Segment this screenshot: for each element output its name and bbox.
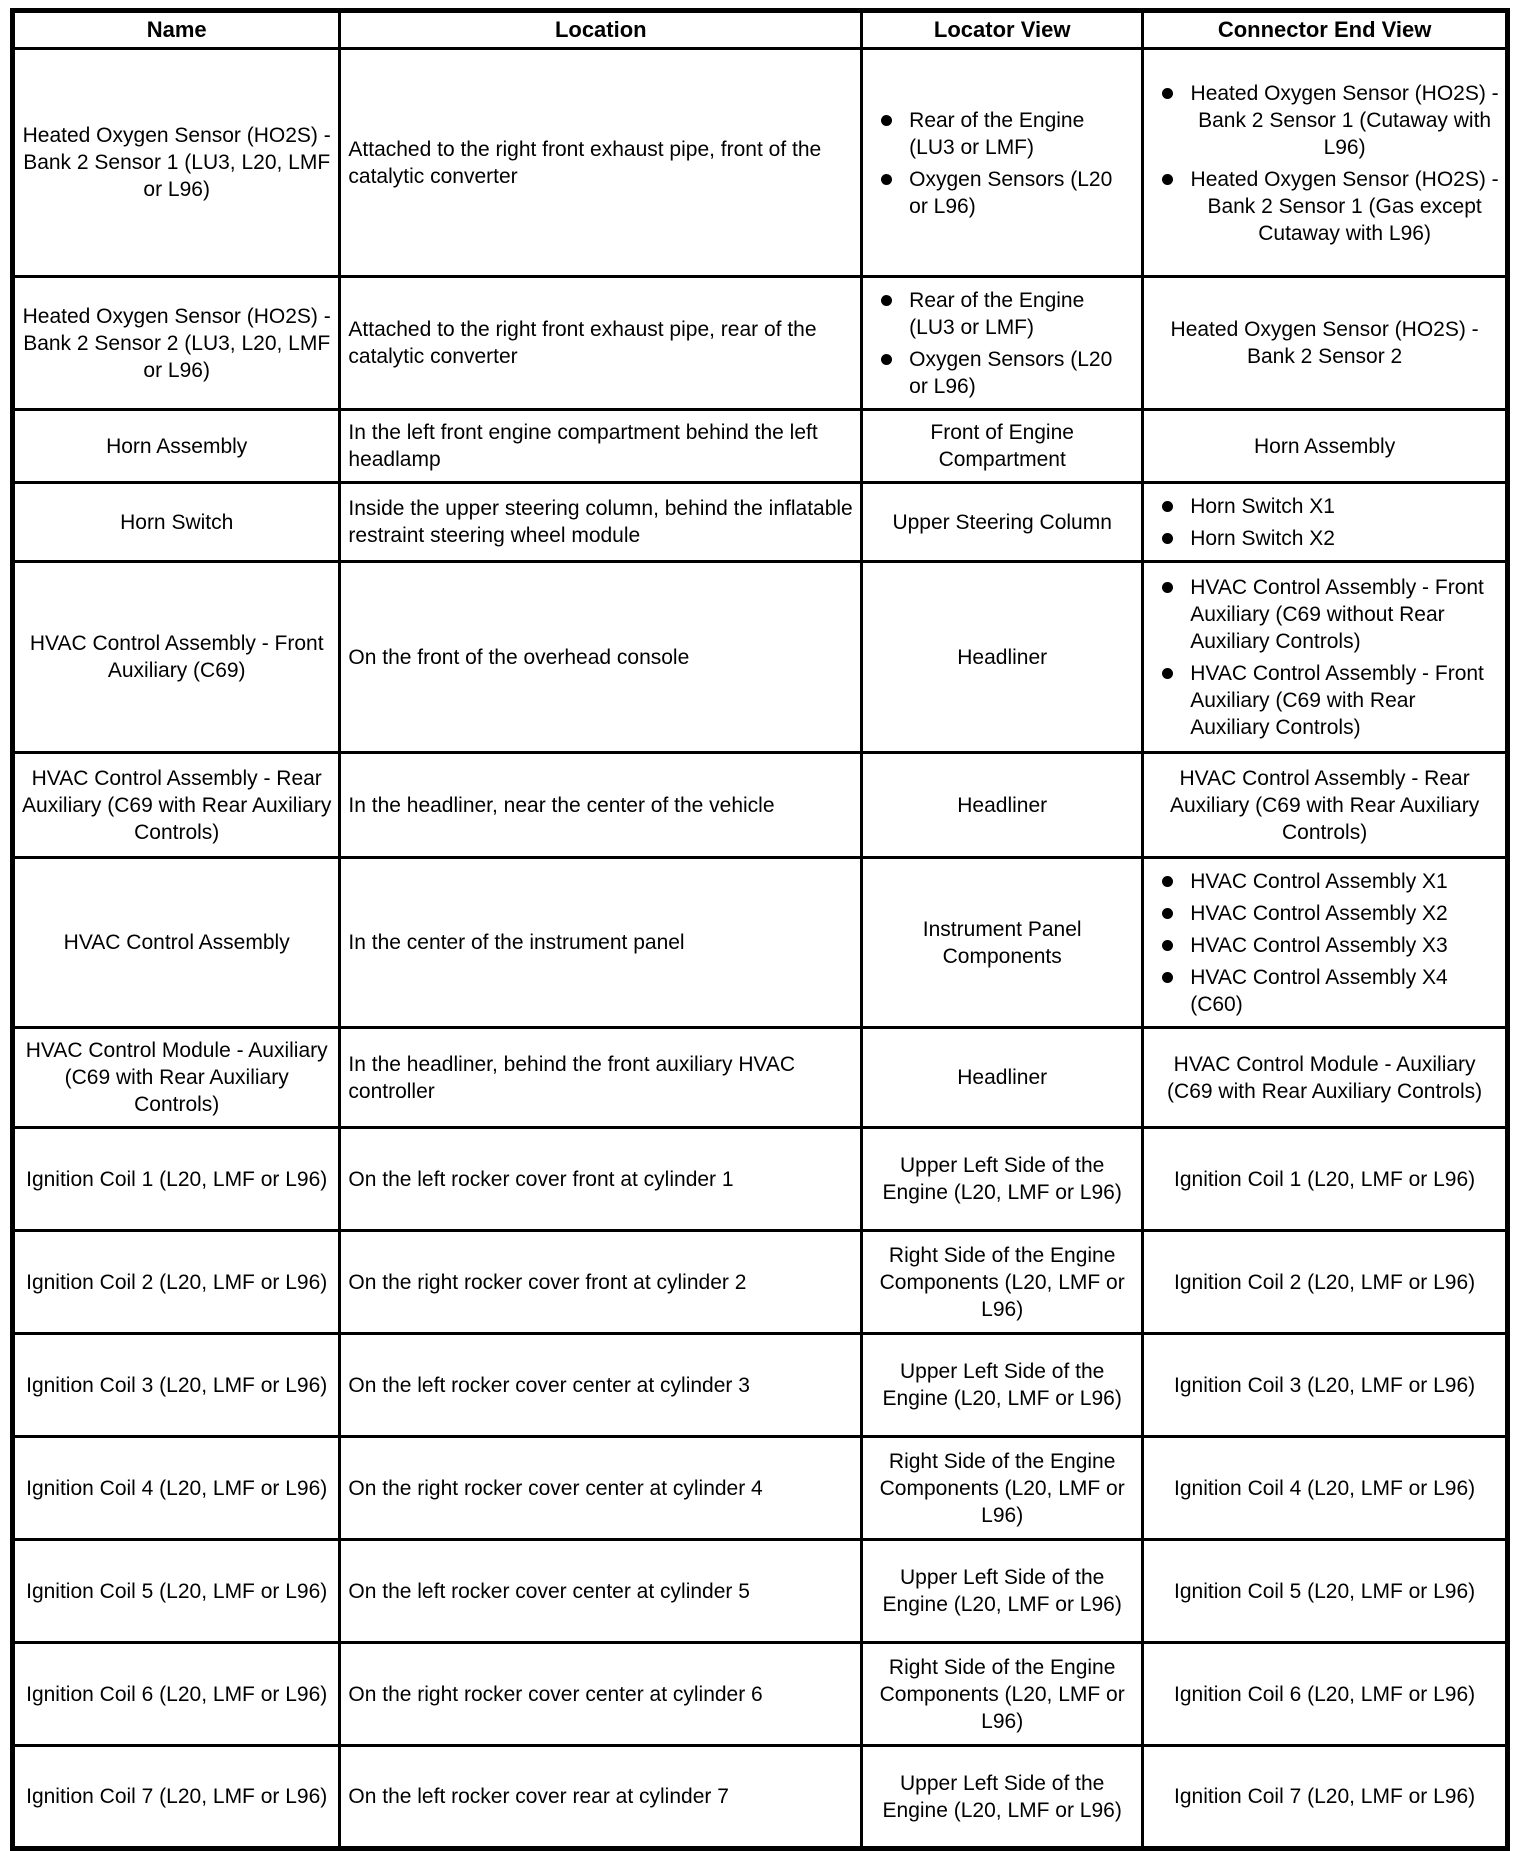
list-item-text: Horn Switch X1 [1190, 495, 1335, 518]
cell-text: Front of Engine Compartment [930, 421, 1074, 471]
bullet-icon [1162, 908, 1173, 919]
cell-text: Ignition Coil 6 (L20, LMF or L96) [1174, 1682, 1476, 1706]
bullet-icon [881, 174, 892, 185]
bullet-icon [1162, 582, 1173, 593]
cell-text: In the headliner, behind the front auxiliary HVAC controller [348, 1052, 796, 1103]
name-cell [13, 1334, 340, 1437]
locator-cell [862, 1231, 1143, 1334]
list-item-text: HVAC Control Assembly - Front Auxiliary (C69 without Rear Auxiliary Controls) [1190, 576, 1484, 653]
list-item-text: Rear of the Engine (LU3 or LMF) [909, 108, 1085, 159]
location-cell [340, 562, 862, 753]
connector-location-table [10, 8, 1510, 1851]
connector-cell [1143, 1128, 1508, 1231]
table-row [13, 1437, 1508, 1540]
locator-cell [862, 1128, 1143, 1231]
location-cell [340, 410, 862, 483]
cell-text: Upper Left Side of the Engine (L20, LMF or L96) [882, 1566, 1122, 1616]
cell-text: On the left rocker cover front at cylinder 1 [348, 1167, 734, 1191]
cell-text: Headliner [957, 1066, 1048, 1089]
table-row [13, 277, 1508, 410]
cell-text: Ignition Coil 3 (L20, LMF or L96) [1174, 1373, 1476, 1397]
name-cell [13, 277, 340, 410]
cell-text: Ignition Coil 2 (L20, LMF or L96) [1174, 1270, 1476, 1294]
column-header-name: Name [13, 11, 340, 49]
list-item [1162, 660, 1499, 741]
name-cell [13, 1437, 340, 1540]
location-cell [340, 1437, 862, 1540]
bullet-icon [1162, 174, 1173, 185]
bullet-icon [1162, 876, 1173, 887]
connector-cell [1143, 410, 1508, 483]
location-cell [340, 1028, 862, 1128]
cell-text: Horn Assembly [1253, 434, 1396, 458]
cell-text: In the headliner, near the center of the vehicle [348, 793, 775, 817]
cell-text: On the left rocker cover center at cylinder 3 [348, 1373, 750, 1397]
table-row [13, 483, 1508, 562]
cell-text: Ignition Coil 2 (L20, LMF or L96) [26, 1270, 328, 1294]
locator-cell [862, 1437, 1143, 1540]
locator-cell [862, 49, 1143, 277]
name-cell [13, 1540, 340, 1643]
connector-cell [1143, 1643, 1508, 1746]
column-header-connector-end-view: Connector End View [1143, 11, 1508, 49]
table-row [13, 1028, 1508, 1128]
cell-text: Headliner [957, 793, 1048, 817]
cell-text: HVAC Control Module - Auxiliary (C69 with Rear Auxiliary Controls) [1167, 1052, 1483, 1103]
cell-text: Heated Oxygen Sensor (HO2S) - Bank 2 Sensor 1 (LU3, L20, LMF or L96) [22, 124, 331, 201]
bullet-icon [1162, 668, 1173, 679]
name-cell [13, 1643, 340, 1746]
connector-cell [1143, 483, 1508, 562]
connector-cell [1143, 1334, 1508, 1437]
list-item-text: HVAC Control Assembly X2 [1190, 902, 1448, 925]
locator-cell [862, 1334, 1143, 1437]
column-header-location: Location [340, 11, 862, 49]
connector-cell [1143, 858, 1508, 1028]
cell-text: On the left rocker cover rear at cylinder 7 [348, 1785, 729, 1808]
list-item-text: Heated Oxygen Sensor (HO2S) - Bank 2 Sensor 1 (Cutaway with L96) [1190, 81, 1499, 159]
cell-text: Ignition Coil 1 (L20, LMF or L96) [1174, 1167, 1476, 1191]
bullet-icon [1162, 972, 1173, 983]
cell-text: Heated Oxygen Sensor (HO2S) - Bank 2 Sensor 2 (LU3, L20, LMF or L96) [22, 304, 331, 382]
list-item-text: HVAC Control Assembly X3 [1190, 934, 1448, 957]
column-header-locator-view: Locator View [862, 11, 1143, 49]
cell-text: Right Side of the Engine Components (L20, LMF or L96) [879, 1449, 1125, 1527]
list-item-text: Heated Oxygen Sensor (HO2S) - Bank 2 Sensor 1 (Gas except Cutaway with L96) [1190, 167, 1499, 245]
name-cell [13, 483, 340, 562]
name-cell [13, 753, 340, 858]
cell-text: Ignition Coil 4 (L20, LMF or L96) [1174, 1476, 1476, 1500]
bullet-list [1150, 868, 1499, 1018]
name-cell [13, 1128, 340, 1231]
name-cell [13, 49, 340, 277]
bullet-icon [1162, 533, 1173, 544]
table-row [13, 1746, 1508, 1849]
locator-cell [862, 562, 1143, 753]
list-item [1162, 493, 1499, 520]
list-item [1162, 964, 1499, 1018]
locator-cell [862, 1746, 1143, 1849]
list-item [1162, 80, 1499, 161]
bullet-icon [881, 295, 892, 306]
list-item [1162, 574, 1499, 655]
cell-text: Horn Switch [120, 510, 234, 534]
bullet-list [1150, 574, 1499, 741]
locator-cell [862, 1028, 1143, 1128]
cell-text: Ignition Coil 6 (L20, LMF or L96) [26, 1682, 328, 1706]
bullet-icon [1162, 940, 1173, 951]
cell-text: Ignition Coil 1 (L20, LMF or L96) [26, 1167, 328, 1191]
locator-cell [862, 483, 1143, 562]
table-row [13, 562, 1508, 753]
connector-cell [1143, 1540, 1508, 1643]
cell-text: HVAC Control Module - Auxiliary (C69 with Rear Auxiliary Controls) [25, 1039, 328, 1116]
location-cell [340, 49, 862, 277]
cell-text: Instrument Panel Components [922, 917, 1082, 968]
list-item-text: HVAC Control Assembly X1 [1190, 870, 1448, 893]
cell-text: Right Side of the Engine Components (L20, LMF or L96) [879, 1655, 1125, 1733]
list-item [1162, 868, 1499, 895]
connector-cell [1143, 49, 1508, 277]
list-item [1162, 525, 1499, 552]
cell-text: Attached to the right front exhaust pipe, front of the catalytic converter [348, 137, 822, 188]
list-item [881, 166, 1135, 220]
name-cell [13, 858, 340, 1028]
table-body [13, 49, 1508, 1849]
locator-cell [862, 410, 1143, 483]
connector-cell [1143, 277, 1508, 410]
table-row [13, 1334, 1508, 1437]
name-cell [13, 1231, 340, 1334]
name-cell [13, 1028, 340, 1128]
list-item [1162, 900, 1499, 927]
cell-text: On the left rocker cover center at cylinder 5 [348, 1579, 750, 1603]
cell-text: Upper Left Side of the Engine (L20, LMF or L96) [882, 1771, 1122, 1822]
locator-cell [862, 753, 1143, 858]
connector-cell [1143, 753, 1508, 858]
cell-text: In the center of the instrument panel [348, 931, 685, 954]
locator-cell [862, 858, 1143, 1028]
cell-text: On the right rocker cover center at cylinder 4 [348, 1476, 763, 1500]
connector-cell [1143, 1746, 1508, 1849]
locator-cell [862, 277, 1143, 410]
list-item [881, 107, 1135, 161]
connector-cell [1143, 1437, 1508, 1540]
cell-text: Ignition Coil 7 (L20, LMF or L96) [1174, 1785, 1476, 1808]
table-row [13, 1128, 1508, 1231]
cell-text: Ignition Coil 4 (L20, LMF or L96) [26, 1476, 328, 1500]
name-cell [13, 410, 340, 483]
cell-text: Headliner [957, 645, 1048, 669]
cell-text: Heated Oxygen Sensor (HO2S) - Bank 2 Sensor 2 [1170, 318, 1479, 368]
bullet-icon [1162, 501, 1173, 512]
cell-text: Ignition Coil 5 (L20, LMF or L96) [26, 1579, 328, 1603]
list-item-text: Oxygen Sensors (L20 or L96) [909, 348, 1113, 398]
cell-text: Right Side of the Engine Components (L20, LMF or L96) [879, 1243, 1125, 1321]
bullet-list [869, 287, 1135, 400]
cell-text: Inside the upper steering column, behind the inflatable restraint steering wheel module [348, 497, 853, 547]
cell-text: HVAC Control Assembly - Front Auxiliary (C69) [29, 632, 324, 682]
table-header-row [13, 11, 1508, 49]
name-cell [13, 562, 340, 753]
bullet-list [1150, 80, 1499, 247]
list-item-text: Oxygen Sensors (L20 or L96) [909, 167, 1113, 218]
location-cell [340, 1334, 862, 1437]
cell-text: In the left front engine compartment behind the left headlamp [348, 421, 818, 471]
bullet-icon [881, 354, 892, 365]
location-cell [340, 1540, 862, 1643]
table-row [13, 753, 1508, 858]
table-row [13, 410, 1508, 483]
location-cell [340, 1643, 862, 1746]
list-item-text: HVAC Control Assembly - Front Auxiliary (C69 with Rear Auxiliary Controls) [1190, 662, 1484, 739]
table-row [13, 1231, 1508, 1334]
list-item [881, 346, 1135, 400]
location-cell [340, 858, 862, 1028]
cell-text: Upper Left Side of the Engine (L20, LMF or L96) [882, 1154, 1122, 1204]
location-cell [340, 277, 862, 410]
table-row [13, 858, 1508, 1028]
table-row [13, 1643, 1508, 1746]
list-item-text: Horn Switch X2 [1190, 527, 1335, 550]
cell-text: Ignition Coil 3 (L20, LMF or L96) [26, 1373, 328, 1397]
connector-cell [1143, 1028, 1508, 1128]
connector-cell [1143, 562, 1508, 753]
cell-text: Ignition Coil 7 (L20, LMF or L96) [26, 1785, 328, 1808]
locator-cell [862, 1540, 1143, 1643]
cell-text: HVAC Control Assembly - Rear Auxiliary (C69 with Rear Auxiliary Controls) [1169, 766, 1480, 844]
cell-text: HVAC Control Assembly - Rear Auxiliary (C69 with Rear Auxiliary Controls) [22, 766, 332, 844]
location-cell [340, 1231, 862, 1334]
name-cell [13, 1746, 340, 1849]
location-cell [340, 1746, 862, 1849]
table-row [13, 1540, 1508, 1643]
cell-text: Upper Left Side of the Engine (L20, LMF or L96) [882, 1360, 1122, 1410]
cell-text: HVAC Control Assembly [63, 931, 290, 954]
cell-text: Horn Assembly [106, 434, 248, 458]
connector-cell [1143, 1231, 1508, 1334]
list-item [881, 287, 1135, 341]
list-item-text: HVAC Control Assembly X4 (C60) [1190, 966, 1448, 1016]
location-cell [340, 483, 862, 562]
bullet-icon [1162, 88, 1173, 99]
location-cell [340, 1128, 862, 1231]
cell-text: Attached to the right front exhaust pipe, rear of the catalytic converter [348, 318, 817, 368]
bullet-list [1150, 493, 1499, 552]
table-row [13, 49, 1508, 277]
cell-text: On the front of the overhead console [348, 645, 690, 669]
cell-text: Upper Steering Column [892, 510, 1112, 534]
bullet-icon [881, 115, 892, 126]
cell-text: On the right rocker cover front at cylinder 2 [348, 1270, 747, 1294]
list-item-text: Rear of the Engine (LU3 or LMF) [909, 289, 1085, 339]
location-cell [340, 753, 862, 858]
bullet-list [869, 107, 1135, 220]
list-item [1162, 166, 1499, 247]
cell-text: Ignition Coil 5 (L20, LMF or L96) [1174, 1579, 1476, 1603]
cell-text: On the right rocker cover center at cylinder 6 [348, 1682, 763, 1706]
list-item [1162, 932, 1499, 959]
locator-cell [862, 1643, 1143, 1746]
